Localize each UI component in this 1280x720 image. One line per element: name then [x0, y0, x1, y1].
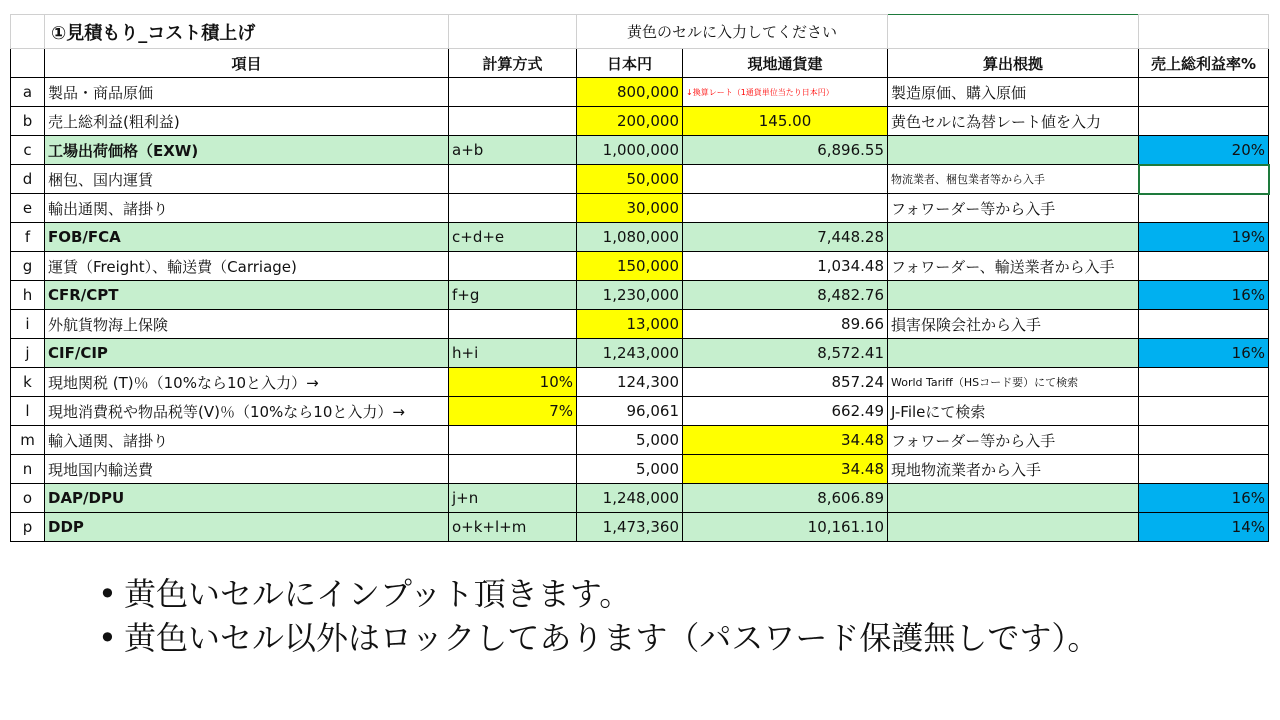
row-method: h+i	[449, 339, 577, 368]
row-gross-margin	[1139, 426, 1269, 455]
row-item: CIF/CIP	[45, 339, 449, 368]
title-blank-cell	[449, 15, 577, 49]
table-row	[11, 107, 1269, 136]
row-basis: 黄色セルに為替レート値を入力	[888, 107, 1139, 136]
row-label: c	[11, 136, 45, 165]
row-item: 現地国内輸送費	[45, 455, 449, 484]
header-blank	[11, 49, 45, 78]
row-method: j+n	[449, 484, 577, 513]
row-gross-margin: 16%	[1139, 339, 1269, 368]
row-local-currency[interactable]: 34.48	[683, 426, 888, 455]
table-row	[11, 136, 1269, 165]
table-row	[11, 455, 1269, 484]
row-gross-margin	[1139, 455, 1269, 484]
row-label: o	[11, 484, 45, 513]
row-method: c+d+e	[449, 223, 577, 252]
header-row	[11, 49, 1269, 78]
row-jpy: 1,243,000	[577, 339, 683, 368]
header-item: 項目	[45, 49, 449, 78]
row-item: 現地消費税や物品税等(V)％（10%なら10と入力）→	[45, 397, 449, 426]
row-gross-margin: 14%	[1139, 513, 1269, 542]
row-gross-margin	[1139, 368, 1269, 397]
row-method: o+k+l+m	[449, 513, 577, 542]
row-local-currency: 10,161.10	[683, 513, 888, 542]
row-method: f+g	[449, 281, 577, 310]
row-jpy[interactable]: 150,000	[577, 252, 683, 281]
row-jpy[interactable]: 200,000	[577, 107, 683, 136]
row-item: 工場出荷価格（EXW)	[45, 136, 449, 165]
row-basis: フォワーダー等から入手	[888, 426, 1139, 455]
row-gross-margin	[1139, 78, 1269, 107]
row-method	[449, 455, 577, 484]
row-label: h	[11, 281, 45, 310]
row-method[interactable]: 10%	[449, 368, 577, 397]
row-label: p	[11, 513, 45, 542]
bullet-notes	[98, 572, 1099, 660]
table-row	[11, 310, 1269, 339]
row-local-currency: 662.49	[683, 397, 888, 426]
row-gross-margin: 20%	[1139, 136, 1269, 165]
title-blank-cell	[1139, 15, 1269, 49]
row-jpy: 124,300	[577, 368, 683, 397]
row-item: 売上総利益(粗利益)	[45, 107, 449, 136]
row-label: g	[11, 252, 45, 281]
row-basis	[888, 223, 1139, 252]
row-label: j	[11, 339, 45, 368]
row-local-currency: 89.66	[683, 310, 888, 339]
row-item: CFR/CPT	[45, 281, 449, 310]
row-gross-margin	[1139, 252, 1269, 281]
row-local-currency: 7,448.28	[683, 223, 888, 252]
row-basis: フォワーダー等から入手	[888, 194, 1139, 223]
row-local-currency: 1,034.48	[683, 252, 888, 281]
row-basis: 物流業者、梱包業者等から入手	[888, 165, 1139, 194]
row-basis	[888, 136, 1139, 165]
row-jpy: 1,000,000	[577, 136, 683, 165]
title-blank-cell	[888, 15, 1139, 49]
row-basis	[888, 339, 1139, 368]
row-jpy[interactable]: 13,000	[577, 310, 683, 339]
row-method: a+b	[449, 136, 577, 165]
table-row	[11, 368, 1269, 397]
row-basis	[888, 281, 1139, 310]
row-basis: フォワーダー、輸送業者から入手	[888, 252, 1139, 281]
row-local-currency	[683, 165, 888, 194]
table-row	[11, 397, 1269, 426]
row-jpy[interactable]: 50,000	[577, 165, 683, 194]
table-row	[11, 252, 1269, 281]
row-gross-margin: 19%	[1139, 223, 1269, 252]
row-method[interactable]: 7%	[449, 397, 577, 426]
row-basis: World Tariff（HSコード要）にて検索	[888, 368, 1139, 397]
table-row	[11, 339, 1269, 368]
bullet-dot-icon: •	[98, 619, 117, 657]
row-item: 輸出通関、諸掛り	[45, 194, 449, 223]
table-row	[11, 513, 1269, 542]
row-basis: 製造原価、購入原価	[888, 78, 1139, 107]
table-row	[11, 78, 1269, 107]
row-basis	[888, 484, 1139, 513]
row-item: 運賃（Freight）、輸送費（Carriage)	[45, 252, 449, 281]
row-item: DAP/DPU	[45, 484, 449, 513]
row-item: 梱包、国内運賃	[45, 165, 449, 194]
row-gross-margin	[1139, 165, 1269, 194]
row-item: 輸入通関、諸掛り	[45, 426, 449, 455]
row-gross-margin: 16%	[1139, 281, 1269, 310]
row-method	[449, 107, 577, 136]
row-label: d	[11, 165, 45, 194]
table-row	[11, 426, 1269, 455]
row-item: 外航貨物海上保険	[45, 310, 449, 339]
row-local-currency: 857.24	[683, 368, 888, 397]
row-item: DDP	[45, 513, 449, 542]
row-gross-margin	[1139, 194, 1269, 223]
row-local-currency: 6,896.55	[683, 136, 888, 165]
corner-cell	[11, 15, 45, 49]
table-row	[11, 165, 1269, 194]
row-item: 現地関税 (T)％（10%なら10と入力）→	[45, 368, 449, 397]
input-instruction-note: 黄色のセルに入力してください	[577, 15, 888, 49]
row-local-currency: 8,572.41	[683, 339, 888, 368]
row-jpy: 1,473,360	[577, 513, 683, 542]
row-jpy: 96,061	[577, 397, 683, 426]
row-label: f	[11, 223, 45, 252]
row-local-currency: 8,482.76	[683, 281, 888, 310]
row-label: e	[11, 194, 45, 223]
row-basis: J-Fileにて検索	[888, 397, 1139, 426]
row-basis: 現地物流業者から入手	[888, 455, 1139, 484]
row-method	[449, 310, 577, 339]
cost-buildup-sheet	[10, 14, 1270, 542]
header-gross-margin: 売上総利益率%	[1139, 49, 1269, 78]
row-item: FOB/FCA	[45, 223, 449, 252]
row-jpy: 1,080,000	[577, 223, 683, 252]
row-item: 製品・商品原価	[45, 78, 449, 107]
row-gross-margin	[1139, 310, 1269, 339]
row-label: m	[11, 426, 45, 455]
bullet-item: • 黄色いセルにインプット頂きます。	[98, 572, 1099, 616]
row-local-currency	[683, 194, 888, 223]
table-row	[11, 194, 1269, 223]
row-jpy[interactable]: 800,000	[577, 78, 683, 107]
row-jpy: 5,000	[577, 426, 683, 455]
row-label: i	[11, 310, 45, 339]
row-jpy: 5,000	[577, 455, 683, 484]
row-label: k	[11, 368, 45, 397]
row-gross-margin	[1139, 107, 1269, 136]
row-method	[449, 426, 577, 455]
row-label: l	[11, 397, 45, 426]
header-local-currency: 現地通貨建	[683, 49, 888, 78]
row-label: n	[11, 455, 45, 484]
row-method	[449, 165, 577, 194]
row-gross-margin: 16%	[1139, 484, 1269, 513]
header-jpy: 日本円	[577, 49, 683, 78]
row-local-currency[interactable]: 34.48	[683, 455, 888, 484]
row-jpy[interactable]: 30,000	[577, 194, 683, 223]
table-row	[11, 223, 1269, 252]
table-row	[11, 484, 1269, 513]
row-jpy: 1,230,000	[577, 281, 683, 310]
header-method: 計算方式	[449, 49, 577, 78]
row-label: a	[11, 78, 45, 107]
row-method	[449, 78, 577, 107]
row-basis: 損害保険会社から入手	[888, 310, 1139, 339]
row-method	[449, 252, 577, 281]
bullet-item: • 黄色いセル以外はロックしてあります（パスワード保護無しです）。	[98, 616, 1099, 660]
header-basis: 算出根拠	[888, 49, 1139, 78]
table-row	[11, 281, 1269, 310]
bullet-dot-icon: •	[98, 575, 117, 613]
row-method	[449, 194, 577, 223]
sheet-title: ①見積もり_コスト積上げ	[45, 15, 449, 49]
row-local-currency: 8,606.89	[683, 484, 888, 513]
row-gross-margin	[1139, 397, 1269, 426]
row-local-currency: ↓換算レート（1通貨単位当たり日本円）	[683, 78, 888, 107]
row-jpy: 1,248,000	[577, 484, 683, 513]
row-label: b	[11, 107, 45, 136]
row-basis	[888, 513, 1139, 542]
row-local-currency[interactable]: 145.00	[683, 107, 888, 136]
